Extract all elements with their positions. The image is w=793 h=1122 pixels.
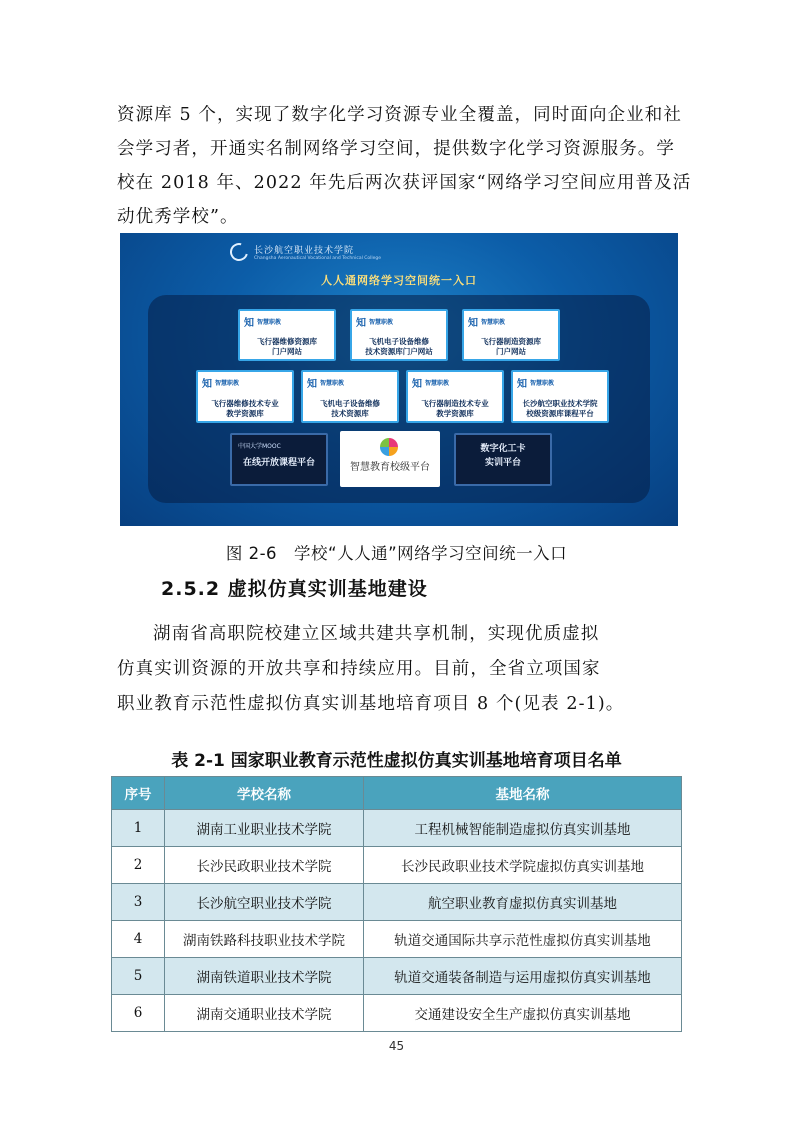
table-header-row bbox=[112, 777, 682, 810]
cell-base: 航空职业教育虚拟仿真实训基地 bbox=[364, 884, 682, 921]
cell-index: 6 bbox=[112, 995, 165, 1032]
cell-index: 5 bbox=[112, 958, 165, 995]
table-row bbox=[112, 921, 682, 958]
cell-base: 交通建设安全生产虚拟仿真实训基地 bbox=[364, 995, 682, 1032]
tile-label: 实训平台 bbox=[484, 458, 521, 468]
cell-index: 1 bbox=[112, 810, 165, 847]
cell-school: 湖南交通职业技术学院 bbox=[165, 995, 364, 1032]
tile-label: 教学资源库 bbox=[226, 409, 264, 418]
tile-label: 飞机电子设备维修 bbox=[369, 337, 429, 346]
cell-school: 长沙民政职业技术学院 bbox=[165, 847, 364, 884]
tile-label: 技术资源库门户网站 bbox=[365, 347, 433, 356]
table-row bbox=[112, 847, 682, 884]
portal-banner: 人人通网络学习空间统一入口 bbox=[321, 274, 477, 287]
zhijiao-icon: 知 bbox=[202, 379, 212, 390]
brand-name: 智慧职教 bbox=[425, 380, 450, 387]
body-paragraph bbox=[117, 617, 687, 722]
tile-label: 门户网站 bbox=[496, 347, 526, 356]
table-row bbox=[112, 884, 682, 921]
tile-manufacturing-teaching-library[interactable] bbox=[406, 370, 504, 423]
header-index: 序号 bbox=[112, 777, 165, 810]
tile-label: 飞行器维修资源库 bbox=[257, 337, 317, 346]
tile-label: 飞行器制造资源库 bbox=[481, 337, 541, 346]
intro-paragraph bbox=[117, 98, 692, 234]
text-line: 资源库 5 个，实现了数字化学习资源专业全覆盖，同时面向企业和社 bbox=[117, 105, 682, 125]
tile-smart-education-platform[interactable] bbox=[340, 431, 440, 487]
school-name: 长沙航空职业技术学院 bbox=[254, 246, 355, 256]
zhijiao-icon: 知 bbox=[244, 318, 254, 329]
cell-index: 3 bbox=[112, 884, 165, 921]
table-title: 表 2-1 国家职业教育示范性虚拟仿真实训基地培育项目名单 bbox=[171, 751, 622, 771]
figure-caption: 图 2-6 学校“人人通”网络学习空间统一入口 bbox=[225, 544, 568, 563]
brand-name: 智慧职教 bbox=[257, 319, 282, 326]
brand-name: 智慧职教 bbox=[530, 380, 555, 387]
cell-index: 2 bbox=[112, 847, 165, 884]
tile-aircraft-manufacturing-portal[interactable] bbox=[462, 309, 560, 361]
section-heading: 2.5.2 虚拟仿真实训基地建设 bbox=[161, 578, 428, 600]
smart-education-logo-icon bbox=[380, 438, 398, 456]
tile-label: 飞机电子设备维修 bbox=[320, 399, 380, 408]
text-line: 动优秀学校”。 bbox=[117, 207, 239, 227]
tile-label: 长沙航空职业技术学院 bbox=[522, 399, 598, 408]
cell-base: 轨道交通国际共享示范性虚拟仿真实训基地 bbox=[364, 921, 682, 958]
tile-label: 校级资源库课程平台 bbox=[526, 409, 594, 418]
cell-base: 长沙民政职业技术学院虚拟仿真实训基地 bbox=[364, 847, 682, 884]
text-line: 校在 2018 年、2022 年先后两次获评国家“网络学习空间应用普及活 bbox=[117, 173, 692, 193]
brand-name: 智慧职教 bbox=[215, 380, 240, 387]
header-base: 基地名称 bbox=[364, 777, 682, 810]
text-line: 仿真实训资源的开放共享和持续应用。目前，全省立项国家 bbox=[117, 659, 601, 679]
cell-school: 湖南铁道职业技术学院 bbox=[165, 958, 364, 995]
zhijiao-icon: 知 bbox=[307, 379, 317, 390]
text-line: 湖南省高职院校建立区域共建共享机制，实现优质虚拟 bbox=[153, 624, 600, 644]
cell-school: 长沙航空职业技术学院 bbox=[165, 884, 364, 921]
school-logo-icon bbox=[227, 240, 252, 265]
mooc-brand: 中国大学MOOC bbox=[238, 443, 281, 450]
tile-maintenance-teaching-library[interactable] bbox=[196, 370, 294, 423]
cell-base: 工程机械智能制造虚拟仿真实训基地 bbox=[364, 810, 682, 847]
portal-figure bbox=[120, 233, 678, 526]
zhijiao-icon: 知 bbox=[468, 318, 478, 329]
text-line: 会学习者，开通实名制网络学习空间，提供数字化学习资源服务。学 bbox=[117, 139, 675, 159]
tile-school-course-platform[interactable] bbox=[511, 370, 609, 423]
school-name-en: Changsha Aeronautical Vocational and Technical College bbox=[254, 256, 382, 261]
brand-name: 智慧职教 bbox=[320, 380, 345, 387]
text-line: 职业教育示范性虚拟仿真实训基地培育项目 8 个(见表 2-1)。 bbox=[117, 694, 625, 714]
tile-label: 门户网站 bbox=[272, 347, 302, 356]
school-logo bbox=[230, 243, 381, 261]
zhijiao-icon: 知 bbox=[356, 318, 366, 329]
tile-label: 在线开放课程平台 bbox=[242, 458, 315, 468]
tile-label: 数字化工卡 bbox=[480, 444, 526, 454]
table-row bbox=[112, 995, 682, 1032]
tile-label: 飞行器制造技术专业 bbox=[421, 399, 489, 408]
tile-label: 飞行器维修技术专业 bbox=[211, 399, 279, 408]
tile-avionics-portal[interactable] bbox=[350, 309, 448, 361]
brand-name: 智慧职教 bbox=[481, 319, 506, 326]
zhijiao-icon: 知 bbox=[517, 379, 527, 390]
tile-mooc-platform[interactable] bbox=[230, 433, 328, 486]
table-row bbox=[112, 958, 682, 995]
brand-name: 智慧职教 bbox=[369, 319, 394, 326]
tile-label: 技术资源库 bbox=[331, 409, 369, 418]
projects-table bbox=[111, 776, 682, 1032]
table-row bbox=[112, 810, 682, 847]
tile-aircraft-maintenance-portal[interactable] bbox=[238, 309, 336, 361]
tile-label: 智慧教育校级平台 bbox=[350, 462, 430, 473]
cell-school: 湖南铁路科技职业技术学院 bbox=[165, 921, 364, 958]
tile-digital-workcard-platform[interactable] bbox=[454, 433, 552, 486]
page-number: 45 bbox=[388, 1039, 405, 1053]
header-school: 学校名称 bbox=[165, 777, 364, 810]
cell-index: 4 bbox=[112, 921, 165, 958]
tile-label: 教学资源库 bbox=[436, 409, 474, 418]
zhijiao-icon: 知 bbox=[412, 379, 422, 390]
tile-avionics-library[interactable] bbox=[301, 370, 399, 423]
cell-school: 湖南工业职业技术学院 bbox=[165, 810, 364, 847]
cell-base: 轨道交通装备制造与运用虚拟仿真实训基地 bbox=[364, 958, 682, 995]
